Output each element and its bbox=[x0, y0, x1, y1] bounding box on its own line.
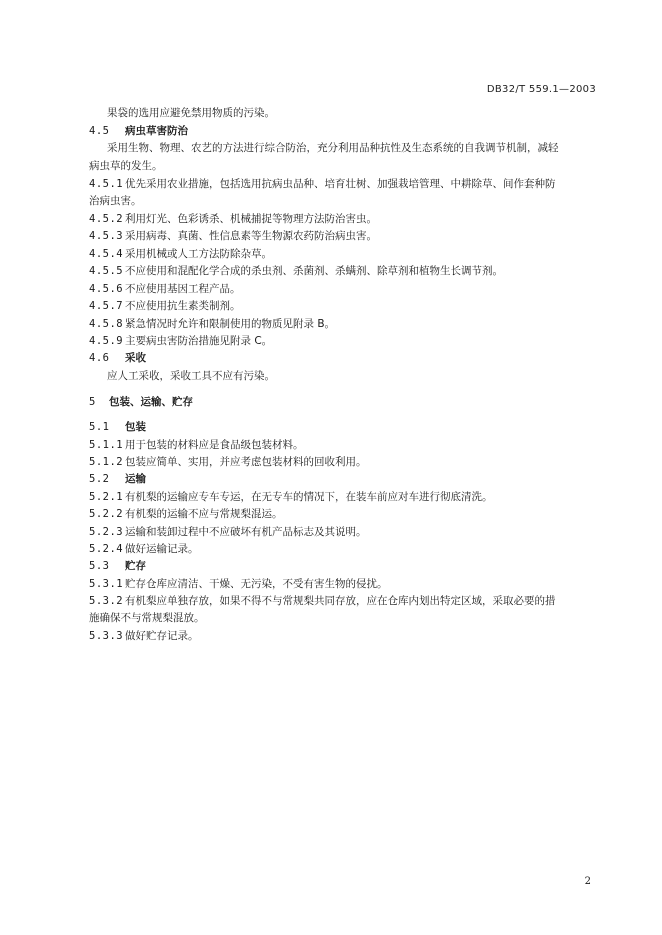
clause-line: 4.5.7 不应使用抗生素类制剂。 bbox=[89, 300, 241, 312]
section-heading: 5.1 包装 bbox=[89, 421, 146, 433]
standard-code: DB32/T 559.1—2003 bbox=[486, 84, 596, 95]
clause-line: 4.5.9 主要病虫害防治措施见附录 C。 bbox=[89, 335, 273, 347]
clause-line: 5.3.1 贮存仓库应清洁、干燥、无污染，不受有害生物的侵扰。 bbox=[89, 578, 388, 590]
chapter-heading: 5 包装、运输、贮存 bbox=[89, 396, 193, 408]
text-line: 施确保不与常规梨混放。 bbox=[89, 612, 205, 624]
clause-line: 4.5.4 采用机械或人工方法防除杂草。 bbox=[89, 248, 272, 260]
clause-line: 4.5.5 不应使用和混配化学合成的杀虫剂、杀菌剂、杀螨剂、除草剂和植物生长调节剂。 bbox=[89, 265, 503, 277]
clause-line: 5.3.2 有机梨应单独存放，如果不得不与常规梨共同存放，应在仓库内划出特定区域，采取必要的措 bbox=[89, 595, 556, 607]
clause-line: 5.3.3 做好贮存记录。 bbox=[89, 630, 199, 642]
clause-line: 5.1.1 用于包装的材料应是食品级包装材料。 bbox=[89, 439, 304, 451]
clause-line: 5.1.2 包装应简单、实用，并应考虑包装材料的回收利用。 bbox=[89, 456, 367, 468]
text-line: 应人工采收，采收工具不应有污染。 bbox=[107, 370, 275, 382]
clause-line: 5.2.1 有机梨的运输应专车专运，在无专车的情况下，在装车前应对车进行彻底清洗。 bbox=[89, 491, 493, 503]
clause-line: 5.2.2 有机梨的运输不应与常规梨混运。 bbox=[89, 508, 283, 520]
section-heading: 4.6 采收 bbox=[89, 352, 146, 364]
clause-line: 4.5.6 不应使用基因工程产品。 bbox=[89, 283, 241, 295]
section-heading: 5.2 运输 bbox=[89, 473, 146, 485]
text-line: 治病虫害。 bbox=[89, 195, 142, 207]
clause-line: 4.5.3 采用病毒、真菌、性信息素等生物源农药防治病虫害。 bbox=[89, 230, 377, 242]
clause-line: 4.5.8 紧急情况时允许和限制使用的物质见附录 B。 bbox=[89, 318, 336, 330]
page-number: 2 bbox=[584, 876, 591, 887]
clause-line: 4.5.2 利用灯光、色彩诱杀、机械捕捉等物理方法防治害虫。 bbox=[89, 213, 377, 225]
clause-line: 5.2.3 运输和装卸过程中不应破坏有机产品标志及其说明。 bbox=[89, 526, 367, 538]
clause-line: 5.2.4 做好运输记录。 bbox=[89, 543, 199, 555]
text-line: 采用生物、物理、农艺的方法进行综合防治，充分利用品种抗性及生态系统的自我调节机制，减轻 bbox=[107, 142, 559, 154]
section-heading: 4.5 病虫草害防治 bbox=[89, 125, 188, 137]
text-line: 病虫草的发生。 bbox=[89, 160, 163, 172]
clause-line: 4.5.1 优先采用农业措施，包括选用抗病虫品种、培育壮树、加强栽培管理、中耕除草、间作套种防 bbox=[89, 178, 556, 190]
section-heading: 5.3 贮存 bbox=[89, 560, 146, 572]
text-line: 果袋的选用应避免禁用物质的污染。 bbox=[107, 107, 275, 119]
